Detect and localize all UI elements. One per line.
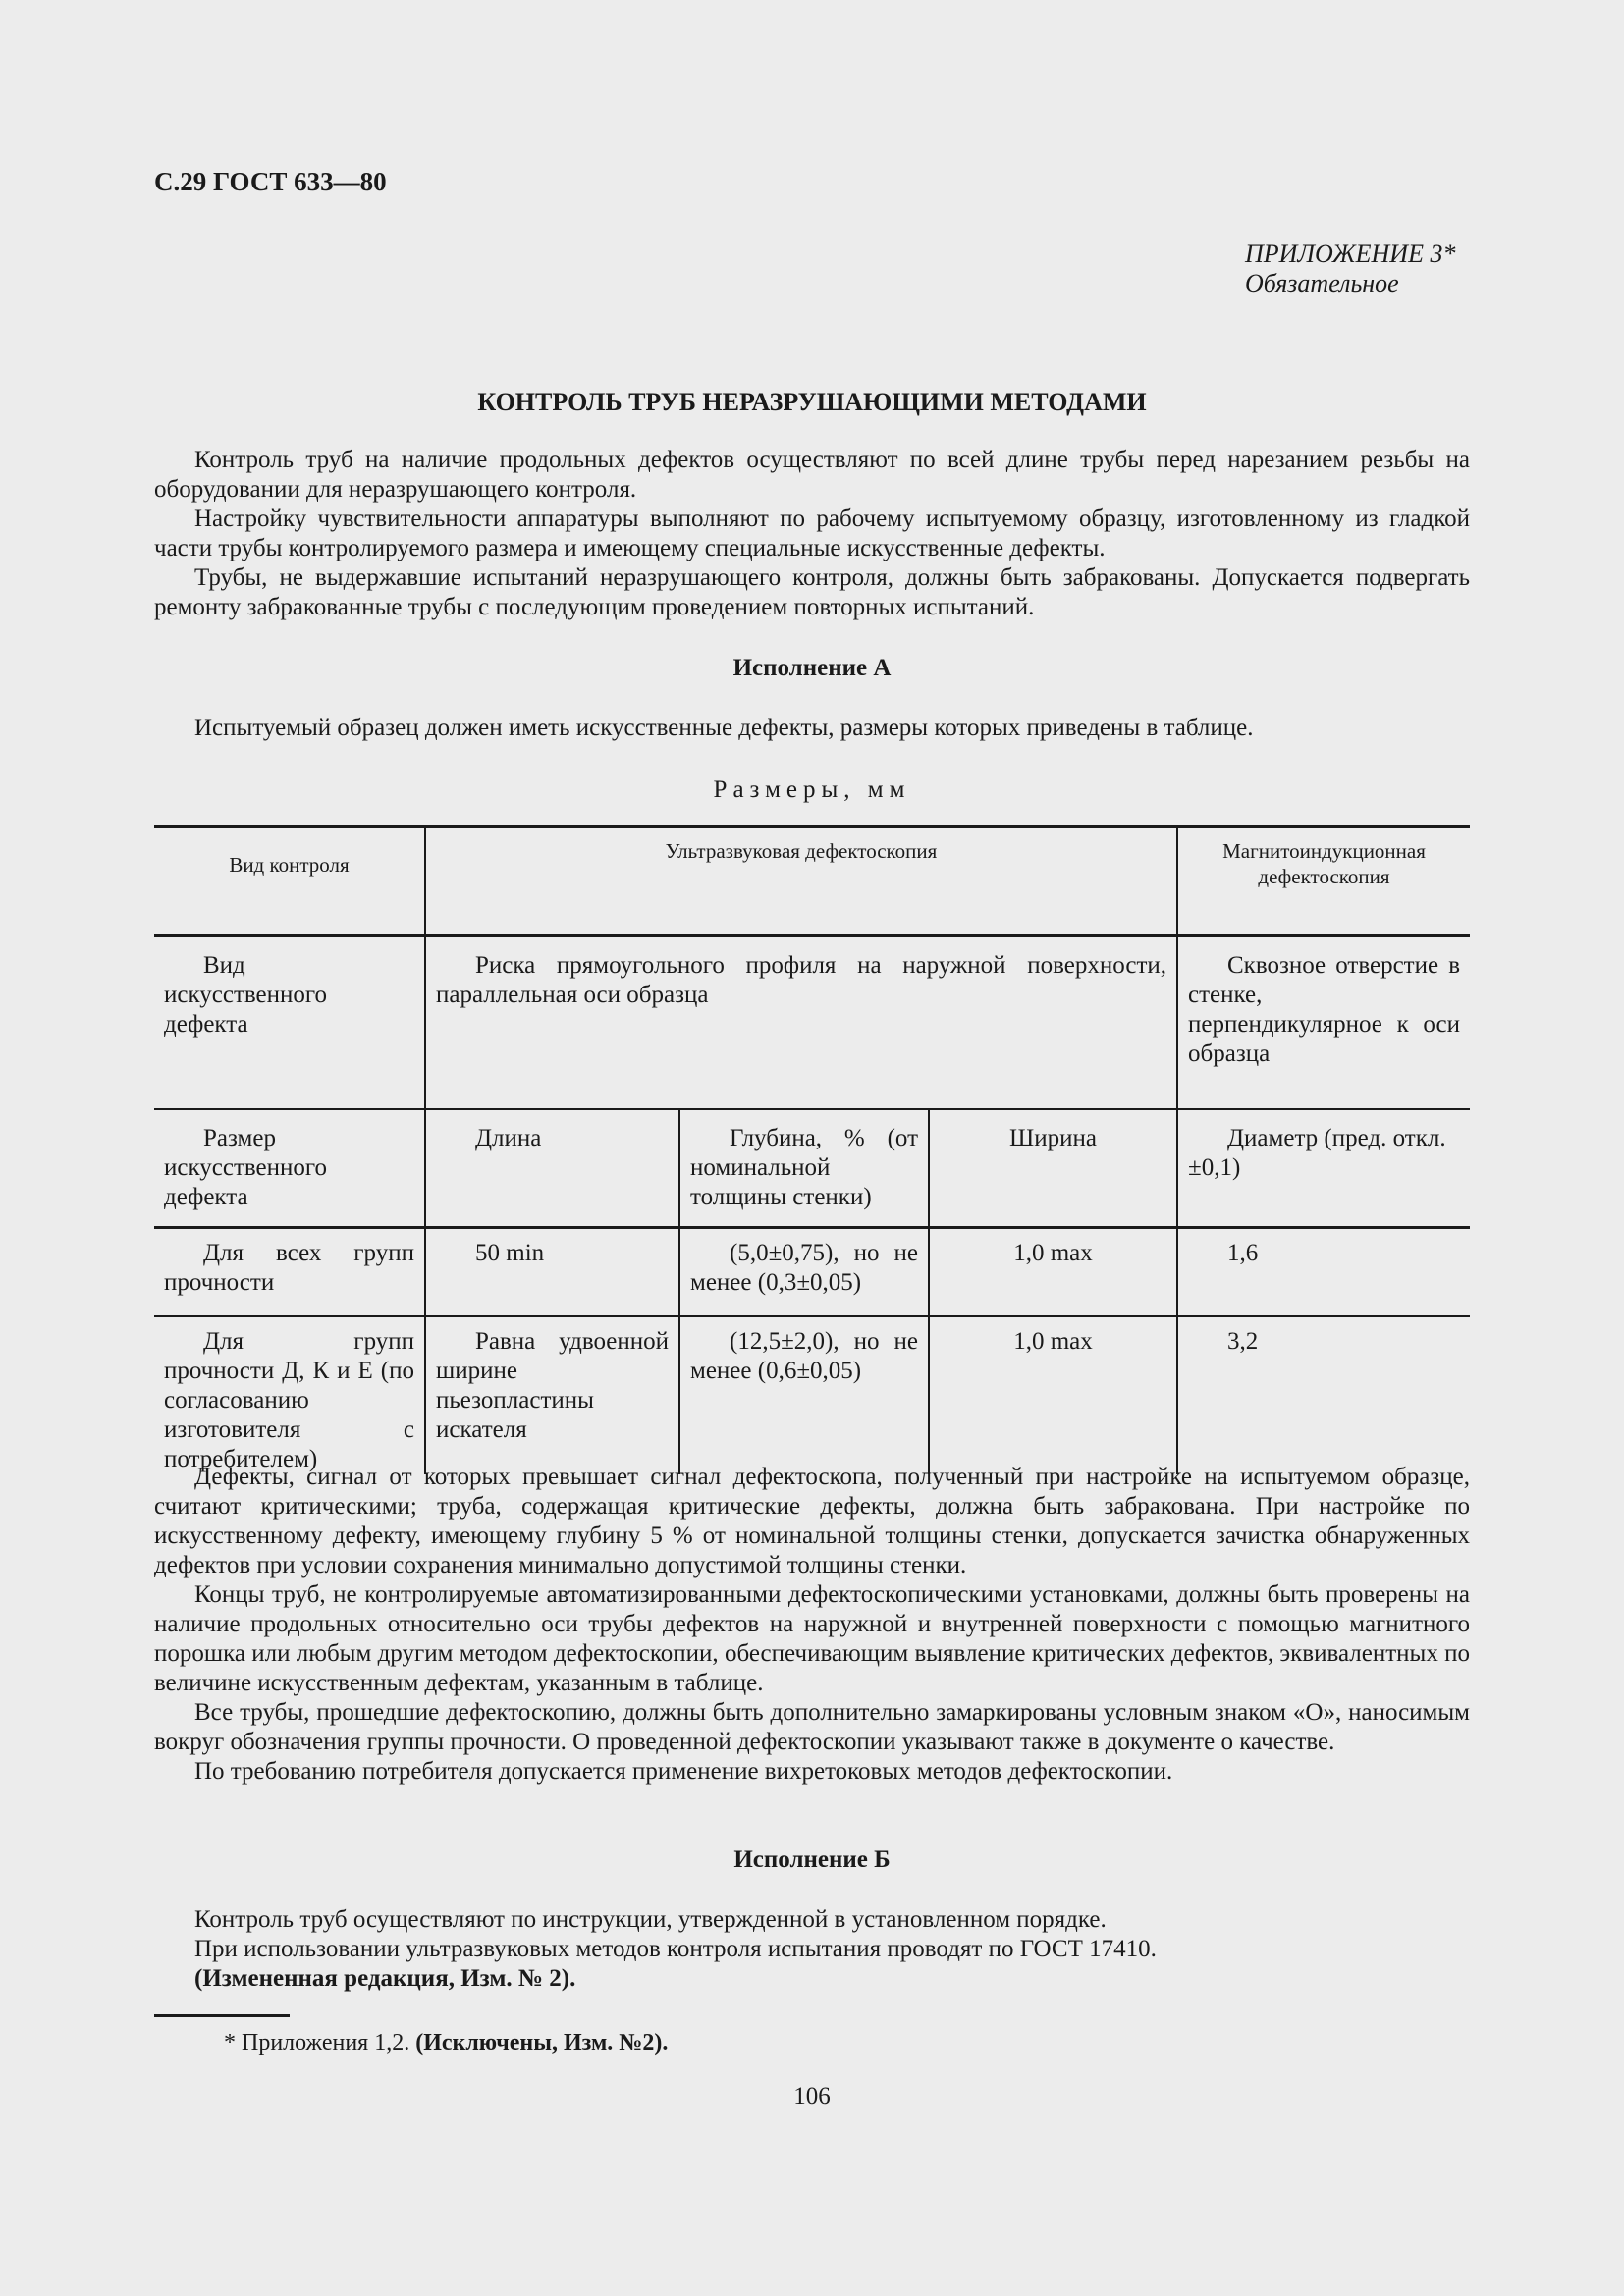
after-table-text bbox=[154, 1463, 1470, 1787]
section-a-text bbox=[154, 714, 1470, 743]
document-code: С.29 ГОСТ 633—80 bbox=[154, 167, 387, 196]
table-row bbox=[154, 1316, 1470, 1474]
paragraph: Трубы, не выдержавшие испытаний неразрушающего контроля, должны быть забракованы. Допускается подвергать ремонту забракованные трубы с последующим проведением повторных испытаний. bbox=[154, 564, 1470, 620]
paragraph: Дефекты, сигнал от которых превышает сигнал дефектоскопа, полученный при настройке на испытуемом образце, считают критическими; труба, содержащая критические дефекты, должна быть забракована. При настройке по искусственному дефекту, имеющему глубину 5 % от номинальной толщины стенки, допускается зачистка обнаруженных дефектов при условии сохранения минимально допустимой толщины стенки. bbox=[154, 1464, 1470, 1578]
paragraph: Контроль труб осуществляют по инструкции, утвержденной в установленном порядке. bbox=[194, 1906, 1107, 1933]
cell-diameter-header: Диаметр (пред. откл. ±0,1) bbox=[1177, 1109, 1470, 1228]
paragraph: По требованию потребителя допускается применение вихретоковых методов дефектоскопии. bbox=[194, 1758, 1173, 1785]
cell-size-label: Размер искусственного дефекта bbox=[154, 1109, 425, 1228]
paragraph: Все трубы, прошедшие дефектоскопию, должны быть дополнительно замаркированы условным знаком «О», наносимым вокруг обозначения группы прочности. О проведенной дефектоскопии указывают также в документе о качестве. bbox=[154, 1699, 1470, 1755]
paragraph: Настройку чувствительности аппаратуры выполняют по рабочему испытуемому образцу, изготовленному из гладкой части трубы контролируемого размера и имеющему специальные искусственные дефекты. bbox=[154, 506, 1470, 561]
header-ultrasonic: Ультразвуковая дефектоскопия bbox=[425, 827, 1177, 936]
cell-depth-header: Глубина, % (от номинальной толщины стенки) bbox=[679, 1109, 929, 1228]
cell-group: Для всех групп прочности bbox=[154, 1228, 425, 1317]
cell-diameter: 1,6 bbox=[1177, 1228, 1470, 1317]
table-row bbox=[154, 936, 1470, 1110]
paragraph: Испытуемый образец должен иметь искусственные дефекты, размеры которых приведены в таблице. bbox=[194, 715, 1254, 741]
cell-width: 1,0 max bbox=[929, 1316, 1177, 1474]
cell-length: 50 min bbox=[425, 1228, 679, 1317]
footnote-bold: (Исключены, Изм. №2). bbox=[415, 2030, 669, 2056]
cell-width: 1,0 max bbox=[929, 1228, 1177, 1317]
table-row bbox=[154, 1228, 1470, 1317]
footnote bbox=[224, 2030, 668, 2056]
cell-magnetic-defect: Сквозное отверстие в стенке, перпендикулярное к оси образца bbox=[1177, 936, 1470, 1110]
header-control-type: Вид контроля bbox=[154, 827, 425, 936]
footnote-divider bbox=[154, 2014, 290, 2017]
revision-note-text: (Измененная редакция, Изм. № 2). bbox=[194, 1965, 576, 1992]
section-a-heading: Исполнение А bbox=[732, 655, 892, 681]
cell-defect-type-label: Вид искусственного дефекта bbox=[154, 936, 425, 1110]
intro-text bbox=[154, 446, 1470, 622]
appendix-block bbox=[1245, 240, 1455, 298]
appendix-label: ПРИЛОЖЕНИЕ 3* bbox=[1245, 240, 1456, 268]
cell-diameter: 3,2 bbox=[1177, 1316, 1470, 1474]
appendix-status: Обязательное bbox=[1245, 269, 1399, 297]
page-title: КОНТРОЛЬ ТРУБ НЕРАЗРУШАЮЩИМИ МЕТОДАМИ bbox=[477, 388, 1147, 416]
section-b-heading: Исполнение Б bbox=[733, 1846, 891, 1873]
footnote-text: * Приложения 1,2. bbox=[224, 2030, 416, 2056]
table-header-row bbox=[154, 827, 1470, 936]
header-magnetic: Магнитоиндукционная дефектоскопия bbox=[1177, 827, 1470, 936]
cell-width-header: Ширина bbox=[929, 1109, 1177, 1228]
cell-length-header: Длина bbox=[425, 1109, 679, 1228]
cell-group: Для групп прочности Д, К и Е (по согласованию изготовителя с потребителем) bbox=[164, 1328, 414, 1472]
units-caption: Размеры, мм bbox=[713, 776, 911, 803]
cell-length: Равна удвоенной ширине пьезопластины искателя bbox=[425, 1316, 679, 1474]
paragraph: Концы труб, не контролируемые автоматизированными дефектоскопическими установками, должны быть проверены на наличие продольных относительно оси трубы дефектов на наружной и внутренней поверхности с помощью магнитного порошка или любым другим методом дефектоскопии, обеспечивающим выявление критических дефектов, эквивалентных по величине искусственным дефектам, указанным в таблице. bbox=[154, 1581, 1470, 1696]
table-row bbox=[154, 1109, 1470, 1228]
paragraph: При использовании ультразвуковых методов контроля испытания проводят по ГОСТ 17410. bbox=[194, 1936, 1157, 1962]
paragraph: Контроль труб на наличие продольных дефектов осуществляют по всей длине трубы перед нарезанием резьбы на оборудовании для неразрушающего контроля. bbox=[154, 447, 1470, 503]
revision-note bbox=[154, 1964, 1470, 1994]
cell-depth: (5,0±0,75), но не менее (0,3±0,05) bbox=[679, 1228, 929, 1317]
defect-size-table bbox=[154, 825, 1470, 1474]
page-number: 106 bbox=[793, 2083, 831, 2109]
cell-ultrasonic-defect: Риска прямоугольного профиля на наружной поверхности, параллельная оси образца bbox=[425, 936, 1177, 1110]
cell-depth: (12,5±2,0), но не менее (0,6±0,05) bbox=[679, 1316, 929, 1474]
section-b-text bbox=[154, 1905, 1470, 1994]
